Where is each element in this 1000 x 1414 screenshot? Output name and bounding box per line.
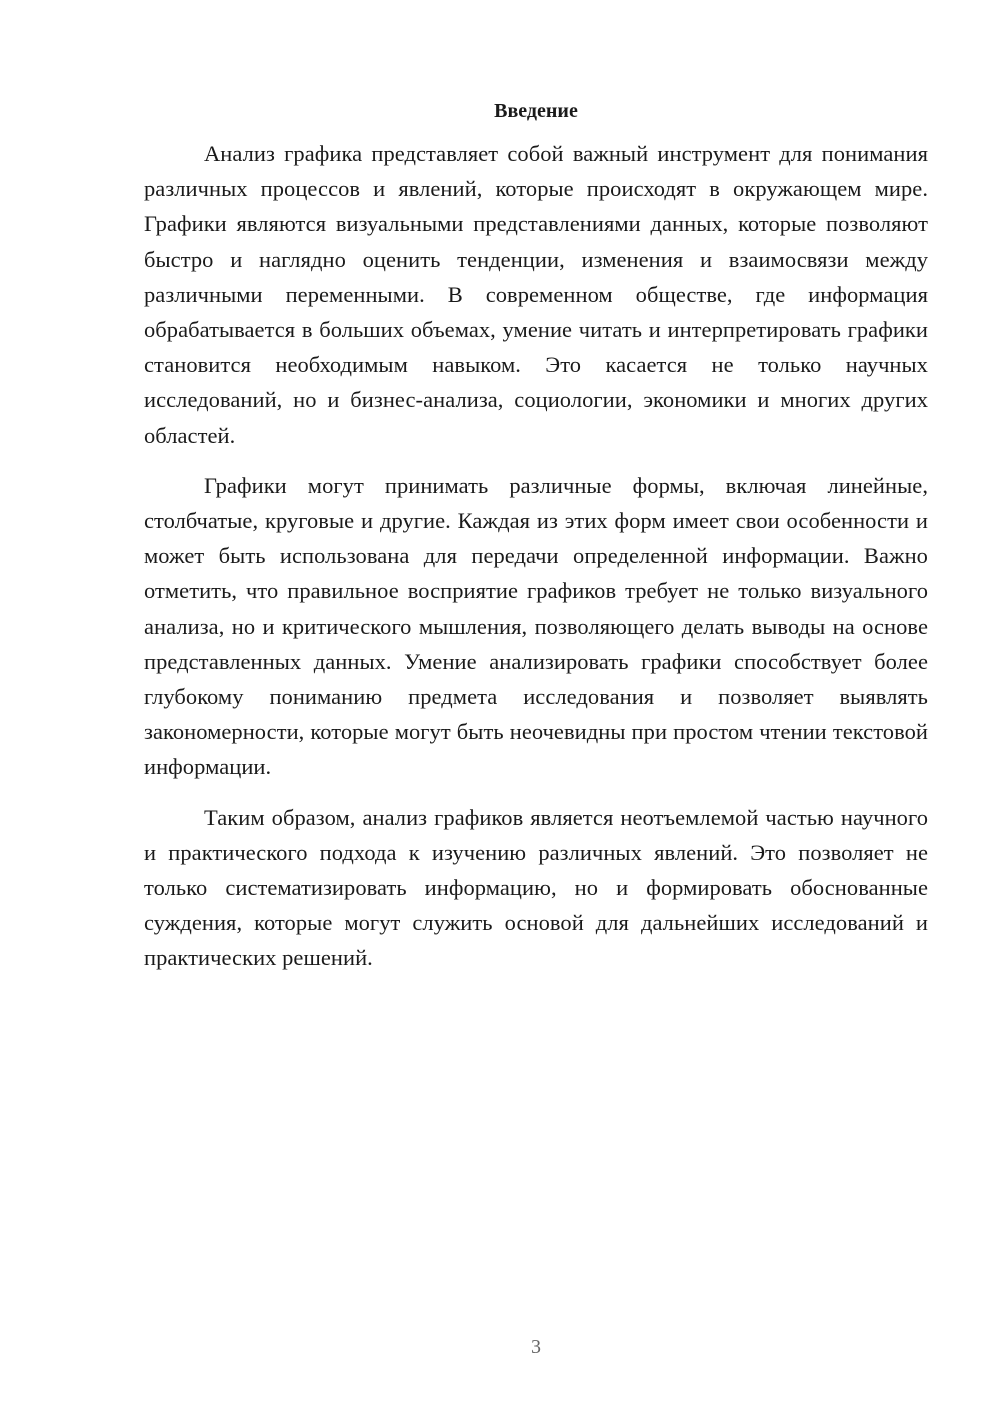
page-number: 3	[531, 1336, 541, 1358]
paragraph-1: Анализ графика представляет собой важный инструмент для понимания различных процессов и явлений, которые происходят в окружающем мире. Графики являются визуальными представлениями данных, которые позволяют быстро и наглядно оценить тенденции, изменения и взаимосвязи между различными переменными. В современном обществе, где информация обрабатывается в больших объемах, умение читать и интерпретировать графики становится необходимым навыком. Это касается не только научных исследований, но и бизнес-анализа, социологии, экономики и многих других областей.	[144, 141, 928, 448]
section-title: Введение	[494, 100, 578, 122]
paragraph-2: Графики могут принимать различные формы, включая линейные, столбчатые, круговые и другие. Каждая из этих форм имеет свои особенности и может быть использована для передачи определенной информации. Важно отметить, что правильное восприятие графиков требует не только визуального анализа, но и критического мышления, позволяющего делать выводы на основе представленных данных. Умение анализировать графики способствует более глубокому пониманию предмета исследования и позволяет выявлять закономерности, которые могут быть неочевидны при простом чтении текстовой информации.	[144, 472, 928, 780]
page-content	[144, 96, 928, 991]
paragraph-3: Таким образом, анализ графиков является неотъемлемой частью научного и практического подхода к изучению различных явлений. Это позволяет не только систематизировать информацию, но и формировать обоснованные суждения, которые могут служить основой для дальнейших исследований и практических решений.	[144, 804, 928, 971]
